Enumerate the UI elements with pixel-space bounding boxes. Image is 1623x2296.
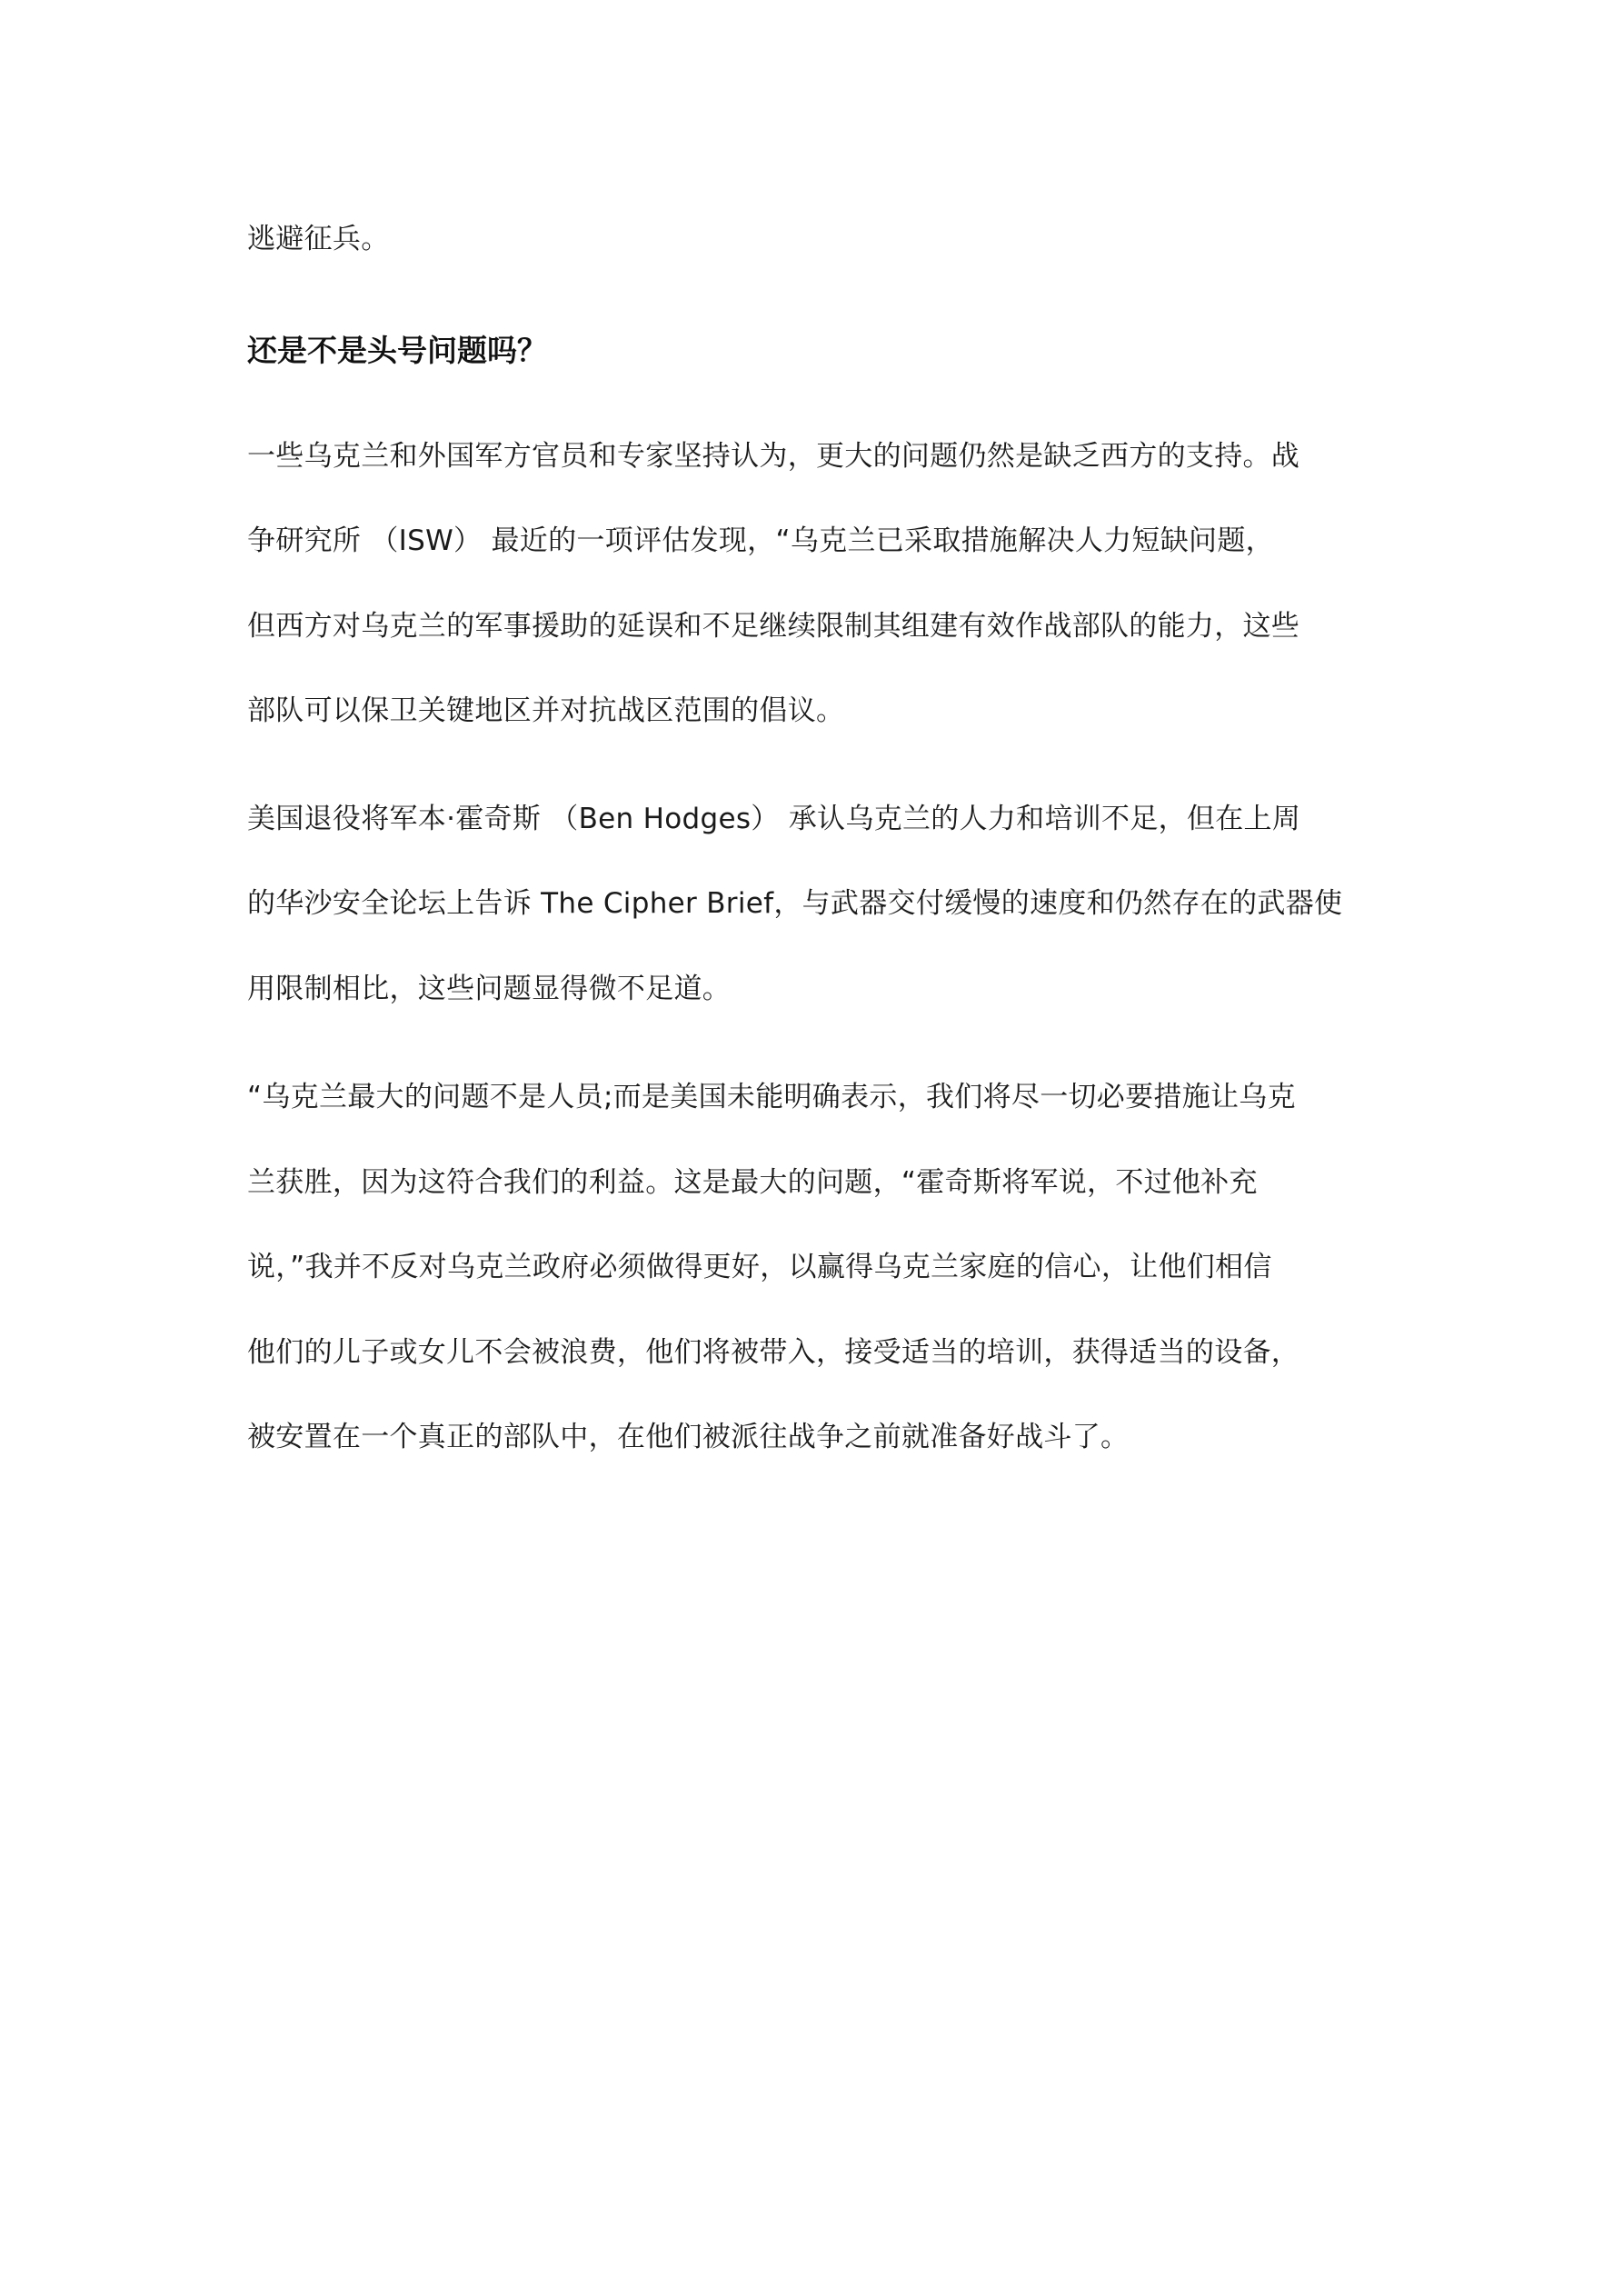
paragraph-line: 部队可以保卫关键地区并对抗战区范围的倡议。: [247, 694, 845, 727]
carryover-text-line: 逃避征兵。: [247, 223, 390, 255]
section-heading: 还是不是头号问题吗？: [247, 333, 547, 368]
paragraph-line: 说，”我并不反对乌克兰政府必须做得更好，以赢得乌克兰家庭的信心，让他们相信: [247, 1251, 1272, 1283]
paragraph-line: 争研究所 （ISW） 最近的一项评估发现，“乌克兰已采取措施解决人力短缺问题，: [247, 524, 1274, 557]
paragraph-line: 的华沙安全论坛上告诉 The Cipher Brief，与武器交付缓慢的速度和仍然存在的武器使: [247, 887, 1343, 920]
paragraph-line: 美国退役将军本·霍奇斯 （Ben Hodges） 承认乌克兰的人力和培训不足，但在上周: [247, 803, 1301, 835]
paragraph-line: 一些乌克兰和外国军方官员和专家坚持认为，更大的问题仍然是缺乏西方的支持。战: [247, 440, 1300, 473]
paragraph-line: 兰获胜，因为这符合我们的利益。这是最大的问题，“霍奇斯将军说，不过他补充: [247, 1166, 1258, 1199]
paragraph-line: 他们的儿子或女儿不会被浪费，他们将被带入，接受适当的培训，获得适当的设备，: [247, 1336, 1300, 1369]
paragraph-line: “乌克兰最大的问题不是人员;而是美国未能明确表示，我们将尽一切必要措施让乌克: [247, 1081, 1296, 1113]
paragraph-line: 但西方对乌克兰的军事援助的延误和不足继续限制其组建有效作战部队的能力，这些: [247, 610, 1300, 643]
paragraph-line: 用限制相比，这些问题显得微不足道。: [247, 973, 732, 1005]
paragraph-line: 被安置在一个真正的部队中，在他们被派往战争之前就准备好战斗了。: [247, 1421, 1130, 1453]
